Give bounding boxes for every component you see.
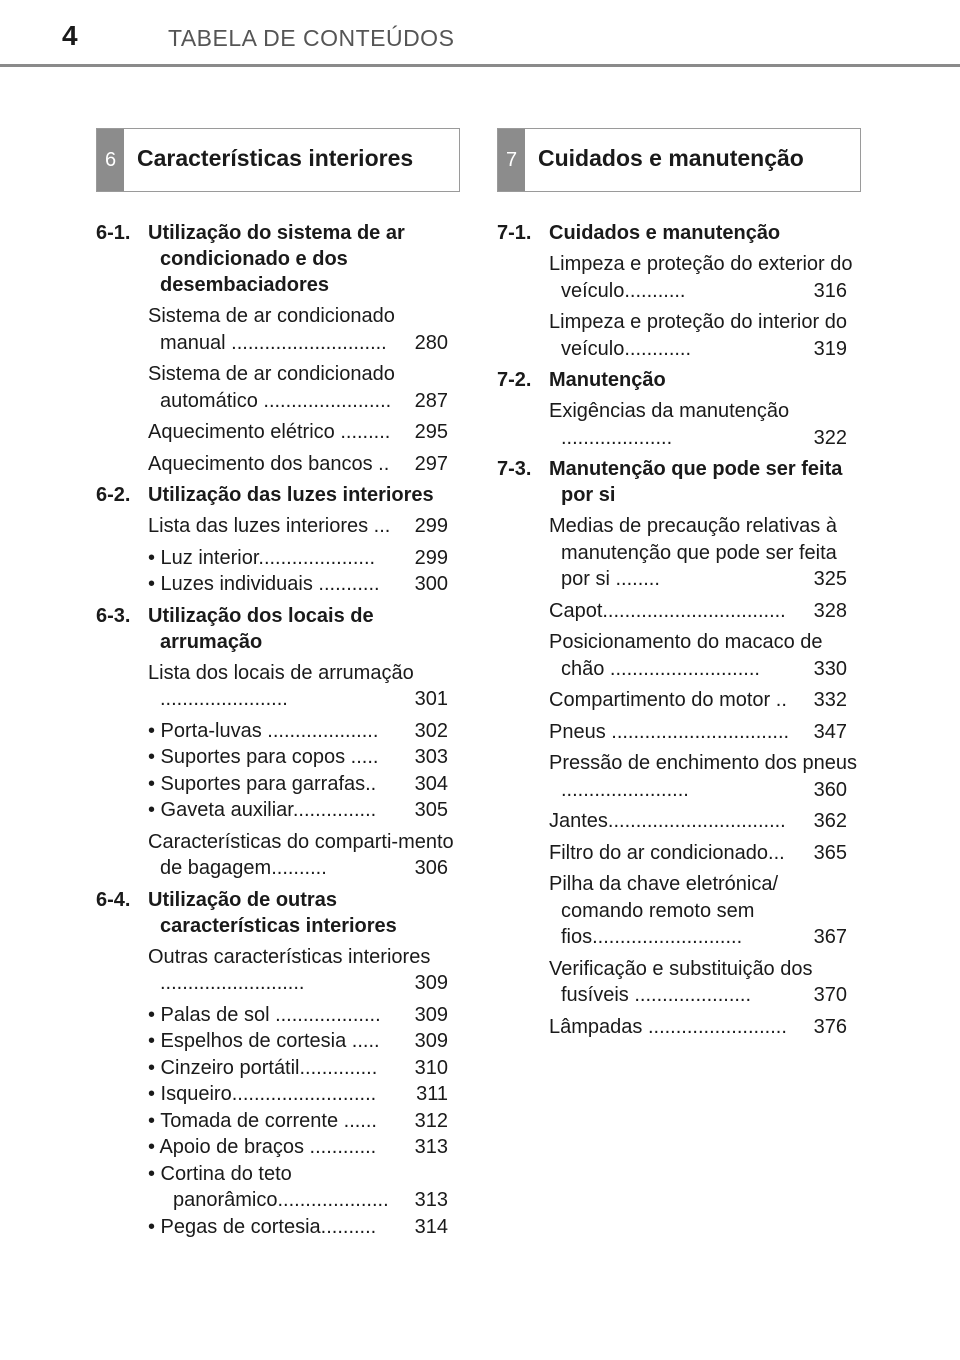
entry-title: Aquecimento elétrico ......... bbox=[148, 421, 391, 443]
page-ref: 299 bbox=[413, 513, 448, 540]
entry-title: Aquecimento dos bancos .. bbox=[148, 452, 390, 475]
toc-entry[interactable] bbox=[549, 398, 861, 451]
page-ref: 297 bbox=[413, 451, 448, 478]
chapter-title: Utilização das luzes interiores bbox=[148, 484, 434, 506]
toc-entry[interactable] bbox=[549, 956, 861, 1009]
toc-entry[interactable] bbox=[549, 1014, 861, 1041]
entry-title: • Espelhos de cortesia ..... bbox=[148, 1030, 380, 1052]
toc-subentry[interactable] bbox=[148, 1108, 460, 1135]
toc-subentry[interactable] bbox=[148, 1055, 460, 1082]
page-ref: 303 bbox=[413, 744, 448, 771]
page-ref: 311 bbox=[414, 1081, 448, 1108]
section-tab-number: 7 bbox=[498, 129, 525, 191]
entry-title: • Cinzeiro portátil.............. bbox=[148, 1056, 378, 1079]
toc-entry[interactable] bbox=[148, 451, 460, 478]
entry-title: Outras características interiores .......................... bbox=[148, 945, 431, 994]
page-ref: 280 bbox=[413, 330, 448, 357]
entry-title: • Porta-luvas .................... bbox=[148, 719, 379, 742]
chapter-number: 7-3. bbox=[497, 458, 532, 480]
section-tab-number: 6 bbox=[97, 129, 124, 191]
page-ref: 305 bbox=[413, 797, 448, 824]
page-ref: 313 bbox=[413, 1134, 448, 1161]
page-ref: 330 bbox=[812, 656, 847, 683]
entry-title: Filtro do ar condicionado... bbox=[549, 841, 785, 864]
page-ref: 299 bbox=[413, 545, 448, 572]
entry-title: • Apoio de braços ............ bbox=[148, 1136, 377, 1158]
toc-entry[interactable] bbox=[549, 687, 861, 714]
entry-title: Pneus ................................ bbox=[549, 720, 790, 743]
entry-title: Medias de precaução relativas à manutenção que pode ser feita por si ........ bbox=[549, 515, 837, 590]
toc-subentry[interactable] bbox=[148, 1134, 460, 1161]
toc-subentry[interactable] bbox=[148, 797, 460, 824]
entry-title: • Luzes individuais ........... bbox=[148, 573, 380, 595]
page-ref: 360 bbox=[812, 777, 847, 804]
page-ref: 347 bbox=[812, 719, 847, 746]
chapter-title: Manutenção bbox=[549, 369, 666, 391]
entry-title: • Suportes para garrafas.. bbox=[148, 772, 377, 795]
toc-subentry[interactable] bbox=[148, 1081, 460, 1108]
page-ref: 325 bbox=[812, 566, 847, 593]
toc-subentry[interactable] bbox=[148, 571, 460, 598]
entry-title: Verificação e substituição dos fusíveis ..................... bbox=[549, 957, 813, 1006]
toc-list bbox=[96, 220, 460, 1240]
toc-entry[interactable] bbox=[549, 871, 861, 951]
toc-entry[interactable] bbox=[549, 598, 861, 625]
page-ref: 309 bbox=[413, 1002, 448, 1029]
toc-subentry[interactable] bbox=[148, 1161, 460, 1214]
page-ref: 309 bbox=[413, 970, 448, 997]
chapter-title: Utilização de outras características interiores bbox=[148, 888, 397, 937]
chapter-number: 6-2. bbox=[96, 484, 131, 506]
toc-subentry[interactable] bbox=[148, 718, 460, 745]
page-ref: 310 bbox=[413, 1055, 448, 1082]
entry-title: Características do comparti-mento de bagagem.......... bbox=[148, 830, 454, 879]
page-ref: 362 bbox=[812, 808, 847, 835]
page-ref: 313 bbox=[413, 1187, 448, 1214]
chapter-heading[interactable] bbox=[497, 367, 861, 393]
entry-title: Lâmpadas ......................... bbox=[549, 1015, 787, 1038]
page-ref: 365 bbox=[812, 840, 847, 867]
toc-subentry[interactable] bbox=[148, 1214, 460, 1241]
toc-entry[interactable] bbox=[549, 513, 861, 593]
chapter-title: Manutenção que pode ser feita por si bbox=[549, 458, 843, 506]
toc-entry[interactable] bbox=[549, 251, 861, 304]
toc-entry[interactable] bbox=[148, 303, 460, 356]
page-ref: 295 bbox=[413, 419, 448, 446]
toc-subentry[interactable] bbox=[148, 771, 460, 798]
toc-entry[interactable] bbox=[148, 513, 460, 540]
chapter-title: Utilização do sistema de ar condicionado e dos desembaciadores bbox=[148, 222, 405, 296]
entry-title: Pilha da chave eletrónica/ comando remoto sem fios........................... bbox=[549, 873, 779, 948]
entry-title: Limpeza e proteção do interior do veículo............ bbox=[549, 311, 847, 360]
chapter-number: 6-3. bbox=[96, 604, 131, 627]
chapter-number: 7-1. bbox=[497, 222, 532, 244]
page-ref: 370 bbox=[812, 982, 847, 1009]
chapter-number: 6-4. bbox=[96, 888, 131, 911]
page-ref: 309 bbox=[413, 1028, 448, 1055]
page-ref: 314 bbox=[413, 1214, 448, 1241]
chapter-title: Cuidados e manutenção bbox=[549, 222, 781, 244]
entry-title: • Gaveta auxiliar............... bbox=[148, 799, 377, 821]
entry-title: Posicionamento do macaco de chão ........................... bbox=[549, 631, 823, 680]
page-ref: 376 bbox=[812, 1014, 847, 1041]
toc-entry[interactable] bbox=[549, 309, 861, 362]
entry-title: • Palas de sol ................... bbox=[148, 1003, 381, 1026]
page-ref: 306 bbox=[413, 855, 448, 882]
toc-entry[interactable] bbox=[148, 944, 460, 997]
entry-title: Lista dos locais de arrumação ....................... bbox=[148, 661, 414, 710]
entry-title: • Pegas de cortesia.......... bbox=[148, 1215, 377, 1238]
chapter-heading[interactable] bbox=[497, 220, 861, 246]
page-ref: 316 bbox=[812, 278, 847, 305]
chapter-heading[interactable] bbox=[96, 220, 460, 298]
entry-title: Sistema de ar condicionado automático ....................... bbox=[148, 363, 395, 412]
page-ref: 287 bbox=[413, 388, 448, 415]
entry-title: Sistema de ar condicionado manual ............................ bbox=[148, 305, 395, 354]
chapter-heading[interactable] bbox=[96, 887, 460, 939]
chapter-title: Utilização dos locais de arrumação bbox=[148, 604, 374, 653]
header-divider bbox=[0, 64, 960, 67]
toc-list bbox=[497, 220, 861, 1040]
page-ref: 300 bbox=[413, 571, 448, 598]
page-ref: 301 bbox=[413, 686, 448, 713]
page-ref: 322 bbox=[812, 425, 847, 452]
page-ref: 367 bbox=[812, 924, 847, 951]
toc-column-right bbox=[497, 128, 861, 1045]
entry-title: Compartimento do motor .. bbox=[549, 689, 787, 711]
section-banner bbox=[497, 128, 861, 192]
chapter-heading[interactable] bbox=[497, 456, 861, 508]
section-banner bbox=[96, 128, 460, 192]
entry-title: Lista das luzes interiores ... bbox=[148, 515, 391, 537]
entry-title: • Suportes para copos ..... bbox=[148, 746, 379, 768]
page-ref: 312 bbox=[413, 1108, 448, 1135]
toc-entry[interactable] bbox=[549, 750, 861, 803]
page-number: 4 bbox=[62, 20, 78, 51]
page-ref: 332 bbox=[812, 687, 847, 714]
entry-title: • Tomada de corrente ...... bbox=[148, 1109, 377, 1132]
page-ref: 319 bbox=[812, 336, 847, 363]
page-ref: 328 bbox=[812, 598, 847, 625]
entry-title: Capot................................. bbox=[549, 599, 786, 622]
toc-column-left bbox=[96, 128, 460, 1245]
page-ref: 302 bbox=[413, 718, 448, 745]
entry-title: Exigências da manutenção .................... bbox=[549, 400, 790, 449]
section-title: Características interiores bbox=[137, 145, 414, 171]
toc-subentry[interactable] bbox=[148, 1028, 460, 1055]
chapter-number: 6-1. bbox=[96, 222, 131, 244]
toc-entry[interactable] bbox=[148, 419, 460, 446]
toc-entry[interactable] bbox=[549, 808, 861, 835]
entry-title: • Luz interior..................... bbox=[148, 546, 376, 569]
toc-subentry[interactable] bbox=[148, 744, 460, 771]
toc-entry[interactable] bbox=[148, 829, 460, 882]
toc-entry[interactable] bbox=[549, 719, 861, 746]
toc-entry[interactable] bbox=[549, 629, 861, 682]
entry-title: Limpeza e proteção do exterior do veículo........... bbox=[549, 253, 853, 302]
toc-subentry[interactable] bbox=[148, 1002, 460, 1029]
section-title: Cuidados e manutenção bbox=[538, 145, 804, 171]
toc-entry[interactable] bbox=[549, 840, 861, 867]
entry-title: Jantes................................ bbox=[549, 810, 786, 832]
entry-title: Pressão de enchimento dos pneus ....................... bbox=[549, 752, 857, 801]
page-header bbox=[0, 0, 960, 70]
chapter-heading[interactable] bbox=[96, 482, 460, 508]
toc-entry[interactable] bbox=[148, 660, 460, 713]
chapter-heading[interactable] bbox=[96, 603, 460, 655]
entry-title: • Isqueiro.......................... bbox=[148, 1083, 377, 1105]
chapter-number: 7-2. bbox=[497, 369, 532, 391]
toc-entry[interactable] bbox=[148, 361, 460, 414]
page-header-title: TABELA DE CONTEÚDOS bbox=[168, 25, 455, 51]
page-ref: 304 bbox=[413, 771, 448, 798]
toc-subentry[interactable] bbox=[148, 545, 460, 572]
entry-title: • Cortina do teto panorâmico.................... bbox=[148, 1162, 389, 1211]
